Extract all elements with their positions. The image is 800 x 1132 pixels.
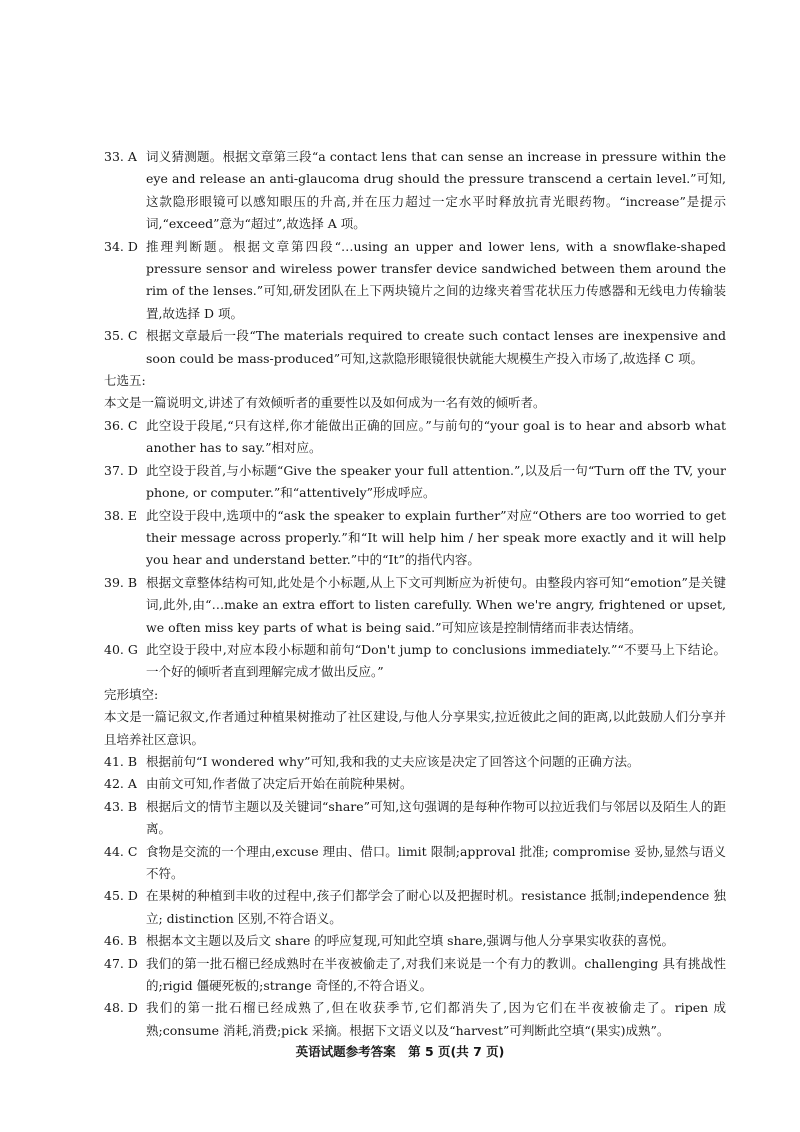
answer-number: 33. A	[104, 149, 137, 164]
answer-number: 47. D	[104, 955, 138, 971]
answer-explanation: 我们的第一批石榴已经成熟了,但在收获季节,它们都消失了,因为它们在半夜被偷走了。ripen 成熟;consume 消耗,消费;pick 采摘。根据下文语义以及“harvest”可判断此空填“(果实)成熟”。	[146, 1000, 726, 1038]
answer-item	[104, 572, 726, 639]
answer-explanation: 根据文章最后一段“The materials required to create such contact lenses are inexpensive and soon could be mass-produced”可知,这款隐形眼镜很快就能大规模生产投入市场了,故选择 C 项。	[146, 328, 726, 366]
answer-number: 37. D	[104, 462, 138, 478]
answer-item	[104, 953, 726, 998]
answer-number: 44. C	[104, 843, 138, 859]
answer-explanation: 我们的第一批石榴已经成熟时在半夜被偷走了,对我们来说是一个有力的教训。challenging 具有挑战性的;rigid 僵硬死板的;strange 奇怪的,不符合语义。	[146, 955, 726, 994]
answer-explanation: 食物是交流的一个理由,excuse 理由、借口。limit 限制;approval 批准; compromise 妥协,显然与语义不符。	[146, 843, 726, 881]
answer-explanation: 此空设于段尾,“只有这样,你才能做出正确的回应。”与前句的“your goal is to hear and absorb what another has to say.”相对应。	[146, 417, 726, 456]
answer-number: 34. D	[104, 238, 138, 254]
answer-number: 40. G	[104, 641, 138, 657]
answer-number: 39. B	[104, 574, 138, 590]
section-heading-wanxing: 完形填空:	[104, 686, 159, 702]
answer-explanation: 词义猜测题。根据文章第三段“a contact lens that can sense an increase in pressure within the eye and release an anti-glaucoma drug should the pressure transcend a certain level.”可知,这款隐形眼镜可以感知眼压的升高,并在压力超过一定水平时释放抗青光眼药物。“increase”是提示词,“exceed”意为“超过”,故选择 A 项。	[146, 149, 726, 232]
answer-explanation: 根据后文的情节主题以及关键词“share”可知,这句强调的是每种作物可以拉近我们与邻居以及陌生人的距离。	[146, 798, 726, 837]
answer-explanation: 此空设于段首,与小标题“Give the speaker your full attention.”,以及后一句“Turn off the TV, your phone, or computer.”和“attentively”形成呼应。	[146, 462, 726, 501]
answer-item	[104, 236, 726, 326]
answer-number: 42. A	[104, 776, 137, 792]
section-intro-qixuanwu: 本文是一篇说明文,讲述了有效倾听者的重要性以及如何成为一名有效的倾听者。	[104, 395, 546, 411]
answer-number: 48. D	[104, 1000, 138, 1016]
answer-item	[104, 505, 726, 572]
answer-explanation: 根据前句“I wondered why”可知,我和我的丈夫应该是决定了回答这个问题的正确方法。	[146, 753, 640, 769]
answer-number: 41. B	[104, 753, 138, 769]
answer-explanation: 由前文可知,作者做了决定后开始在前院种果树。	[146, 776, 413, 792]
answer-number: 35. C	[104, 328, 138, 344]
section-intro-wanxing: 本文是一篇记叙文,作者通过种植果树推动了社区建设,与他人分享果实,拉近彼此之间的距离,以此鼓励人们分享并且培养社区意识。	[104, 709, 726, 747]
answer-number: 46. B	[104, 933, 138, 949]
answer-item	[104, 415, 726, 460]
answer-explanation: 此空设于段中,对应本段小标题和前句“Don't jump to conclusions immediately.”“不要马上下结论。一个好的倾听者直到理解完成才做出反应。”	[146, 641, 726, 680]
answer-item	[104, 841, 726, 886]
answer-item	[104, 325, 726, 370]
answer-item	[104, 930, 726, 952]
answer-item	[104, 796, 726, 841]
answer-explanation: 推理判断题。根据文章第四段“…using an upper and lower lens, with a snowflake-shaped pressure sensor and wireless power transfer device sandwiched between them around the rim of the lenses.”可知,研发团队在上下两块镜片之间的边缘夹着雪花状压力传感器和无线电力传输装置,故选择 D 项。	[146, 238, 726, 321]
answer-item	[104, 639, 726, 684]
answer-number: 36. C	[104, 417, 138, 433]
answer-item	[104, 460, 726, 505]
answer-number: 45. D	[104, 888, 138, 904]
answer-item	[104, 146, 726, 236]
answer-number: 38. E	[104, 507, 137, 523]
page-footer: 英语试题参考答案 第 5 页(共 7 页)	[295, 1044, 505, 1059]
answer-explanation: 根据文章整体结构可知,此处是个小标题,从上下文可判断应为祈使句。由整段内容可知“emotion”是关键词,此外,由“…make an extra effort to listen carefully. When we're angry, frightened or upset, we often miss key parts of what is being said.”可知应该是控制情绪而非表达情绪。	[146, 574, 726, 635]
answer-item	[104, 997, 726, 1042]
section-heading-qixuanwu: 七选五:	[104, 373, 146, 389]
answer-item	[104, 751, 726, 773]
answer-content	[104, 146, 726, 1042]
answer-explanation: 根据本文主题以及后文 share 的呼应复现,可知此空填 share,强调与他人分享果实收获的喜悦。	[146, 933, 674, 949]
answer-number: 43. B	[104, 798, 138, 814]
answer-explanation: 此空设于段中,选项中的“ask the speaker to explain further”对应“Others are too worried to get their message across properly.”和“It will help him / her speak more exactly and it will help you hear and understand better.”中的“It”的指代内容。	[146, 507, 726, 568]
answer-explanation: 在果树的种植到丰收的过程中,孩子们都学会了耐心以及把握时机。resistance 抵制;independence 独立; distinction 区别,不符合语义。	[146, 888, 726, 926]
answer-item	[104, 773, 726, 795]
answer-item	[104, 885, 726, 930]
